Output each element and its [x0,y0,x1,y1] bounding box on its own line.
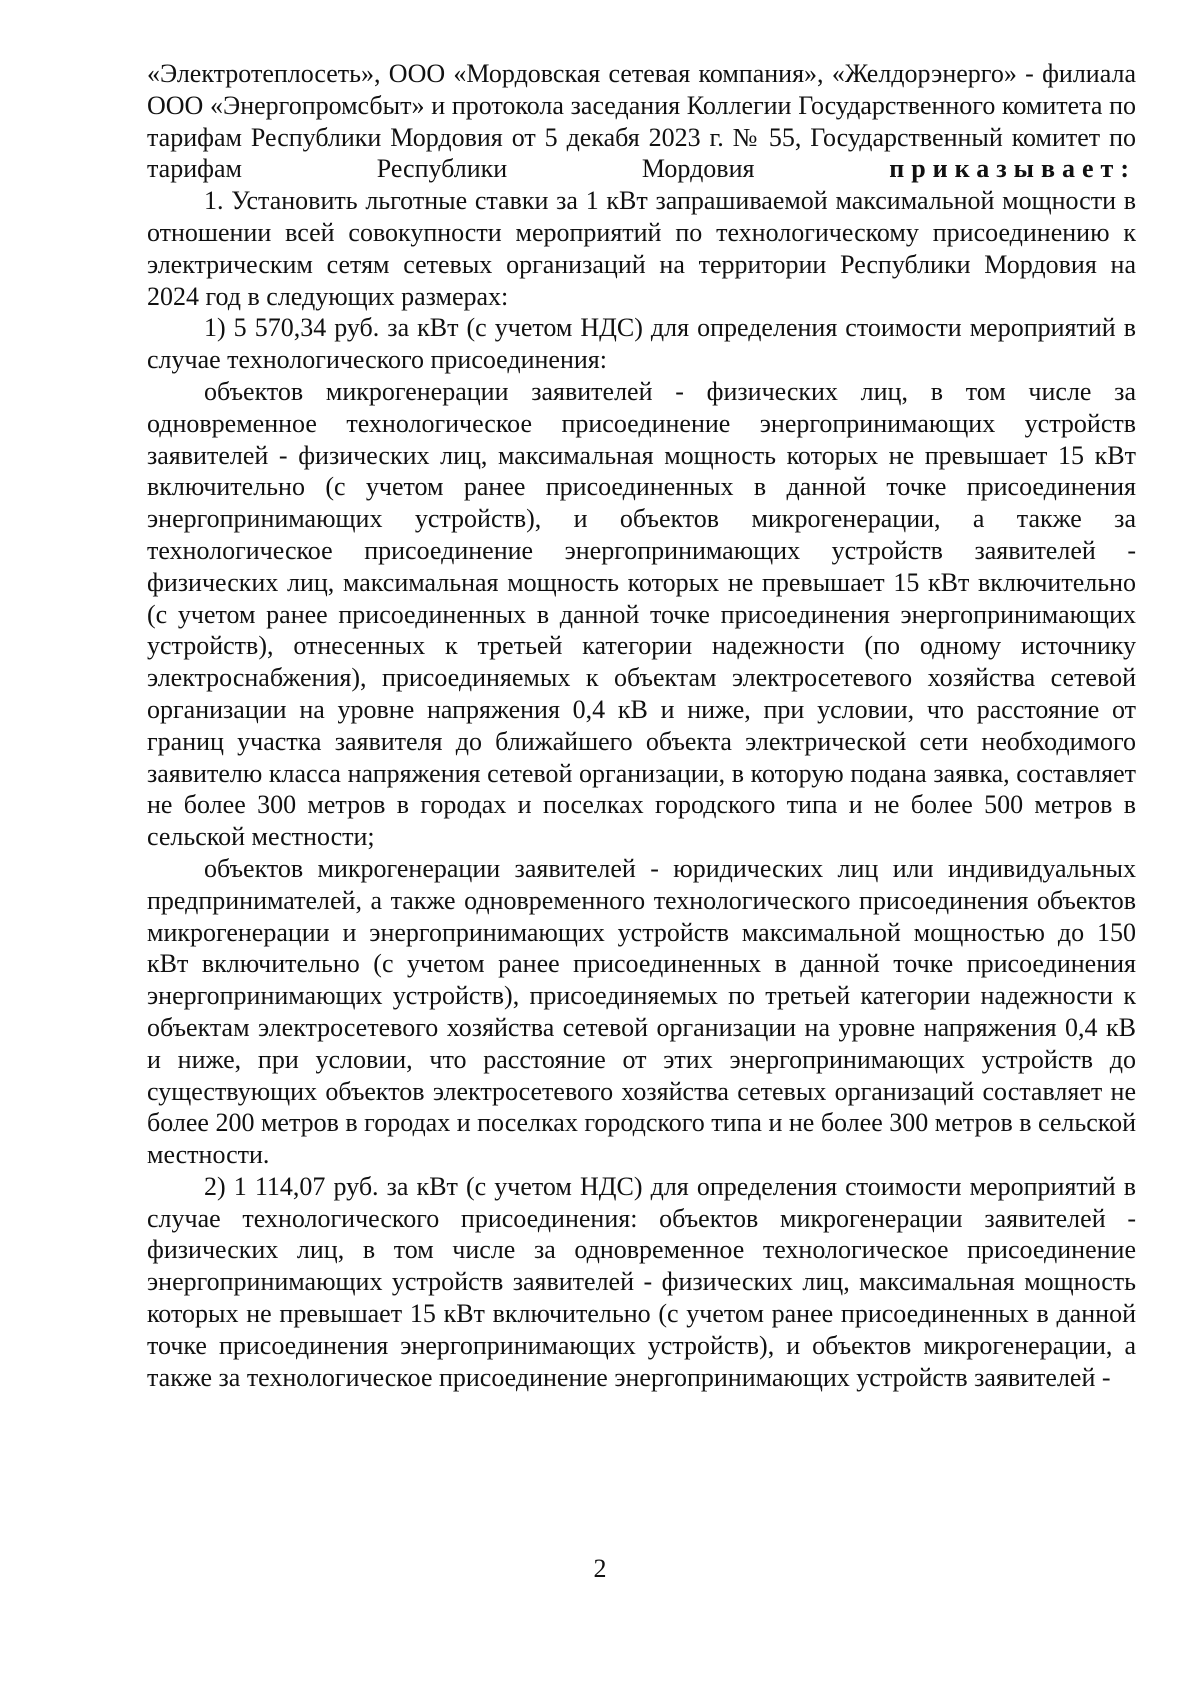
paragraph-legal-entities: объектов микрогенерации заявителей - юридических лиц или индивидуальных предпринимателей, а также одновременного технологического присоединения объектов микрогенерации и энергопринимающих устройств максимальной мощностью до 150 кВт включительно (с учетом ранее присоединенных в данной точке присоединения энергопринимающих устройств), присоединяемых по третьей категории надежности к объектам электросетевого хозяйства сетевой организации на уровне напряжения 0,4 кВ и ниже, при условии, что расстояние от этих энергопринимающих устройств до существующих объектов электросетевого хозяйства сетевых организаций составляет не более 200 метров в городах и поселках городского типа и не более 300 метров в сельской местности. [147,853,1136,1170]
page-number: 2 [593,1554,607,1583]
intro-text: «Электротеплосеть», ООО «Мордовская сетевая компания», «Желдорэнерго» - филиала ООО «Энергопромсбыт» и протокола заседания Коллегии Государственного комитета по тарифам Республики Мордовия от 5 декабя 2023 г. № 55, Государственный комитет по тарифам Республики Мордовия [147,59,1136,184]
clause-1: 1. Установить льготные ставки за 1 кВт запрашиваемой максимальной мощности в отношении всей совокупности мероприятий по технологическому присоединению к электрическим сетям сетевых организаций на территории Республики Мордовия на 2024 год в следующих размерах: [147,186,1136,311]
intro-paragraph [147,58,1136,185]
paragraph-individuals: объектов микрогенерации заявителей - физических лиц, в том числе за одновременное технологическое присоединение энергопринимающих устройств заявителей - физических лиц, максимальная мощность которых не превышает 15 кВт включительно (с учетом ранее присоединенных в данной точке присоединения энергопринимающих устройств), и объектов микрогенерации, а также за технологическое присоединение энергопринимающих устройств заявителей - физических лиц, максимальная мощность которых не превышает 15 кВт включительно (с учетом ранее присоединенных в данной точке присоединения энергопринимающих устройств), отнесенных к третьей категории надежности (по одному источнику электроснабжения), присоединяемых к объектам электросетевого хозяйства сетевой организации на уровне напряжения 0,4 кВ и ниже, при условии, что расстояние от границ участка заявителя до ближайшего объекта электрической сети необходимого заявителю класса напряжения сетевой организации, в которую подана заявка, составляет не более 300 метров в городах и поселках городского типа и не более 500 метров в сельской местности; [147,376,1136,852]
decree-word: приказывает: [889,154,1136,184]
document-body [147,58,1136,1393]
subclause-1: 1) 5 570,34 руб. за кВт (с учетом НДС) для определения стоимости мероприятий в случае технологического присоединения: [147,313,1136,375]
subclause-2: 2) 1 114,07 руб. за кВт (с учетом НДС) для определения стоимости мероприятий в случае технологического присоединения: объектов микрогенерации заявителей - физических лиц, в том числе за одновременное технологическое присоединение энергопринимающих устройств заявителей - физических лиц, максимальная мощность которых не превышает 15 кВт включительно (с учетом ранее присоединенных в данной точке присоединения энергопринимающих устройств), и объектов микрогенерации, а также за технологическое присоединение энергопринимающих устройств заявителей - [147,1171,1136,1392]
